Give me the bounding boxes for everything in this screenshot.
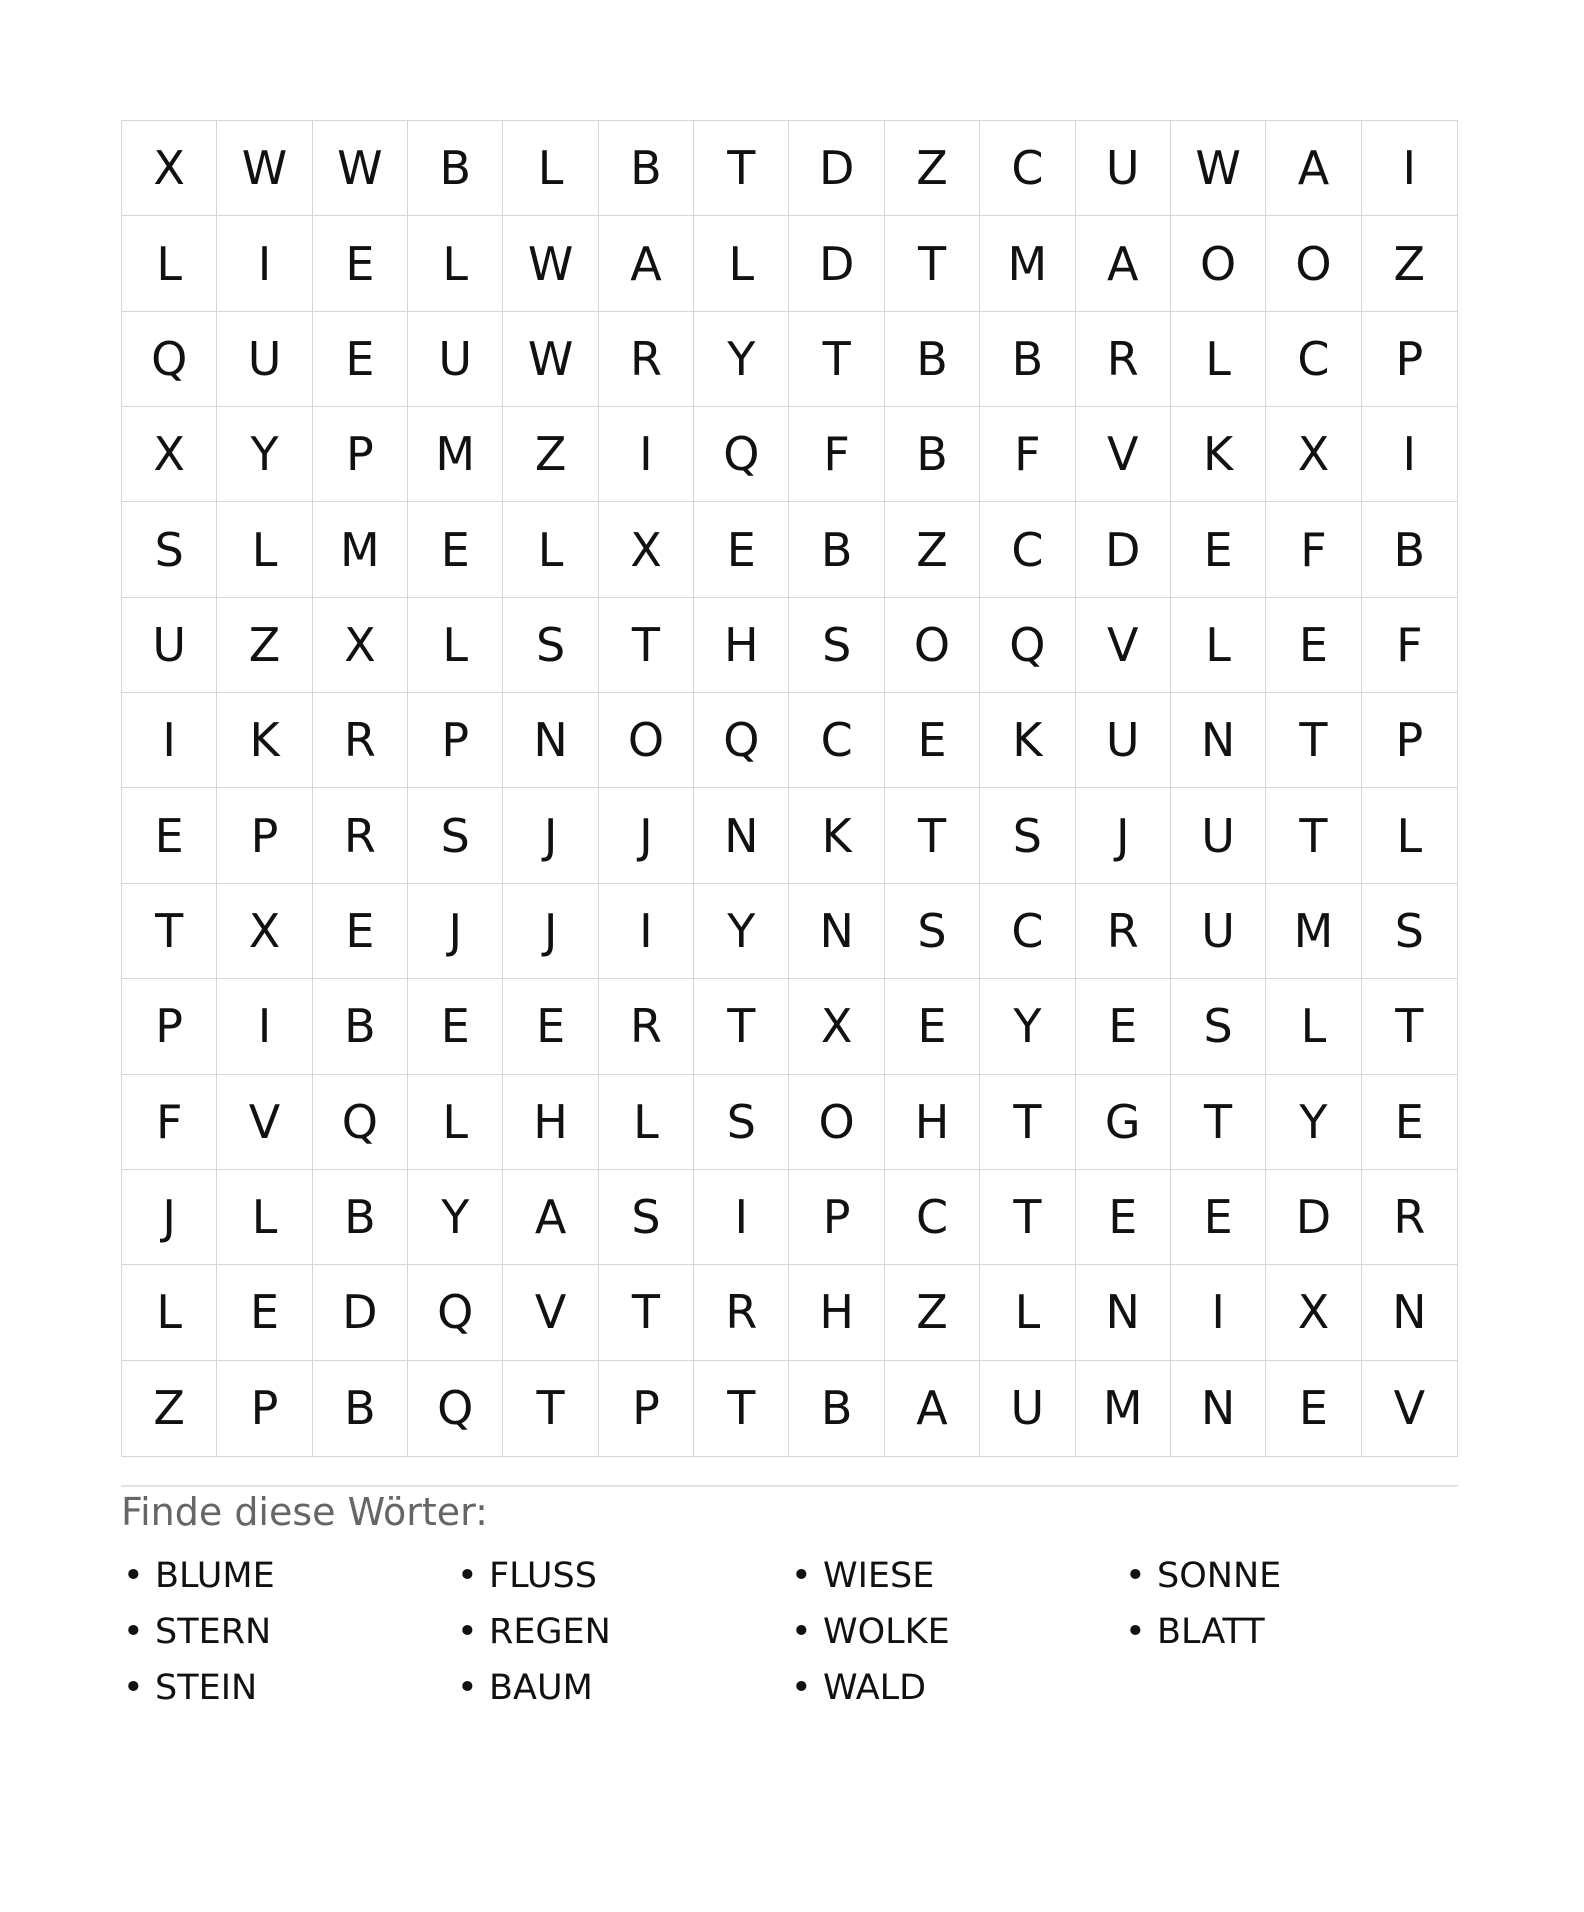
grid-cell[interactable]: F <box>789 407 884 502</box>
grid-cell[interactable]: Y <box>1266 1075 1361 1170</box>
grid-cell[interactable]: X <box>313 598 408 693</box>
grid-cell[interactable]: O <box>599 693 694 788</box>
grid-cell[interactable]: B <box>885 407 980 502</box>
grid-cell[interactable]: A <box>599 216 694 311</box>
grid-cell[interactable]: E <box>503 979 598 1074</box>
grid-cell[interactable]: T <box>694 1361 789 1456</box>
grid-cell[interactable]: P <box>217 1361 312 1456</box>
grid-cell[interactable]: T <box>1362 979 1457 1074</box>
grid-cell[interactable]: E <box>408 502 503 597</box>
grid-cell[interactable]: L <box>980 1265 1075 1360</box>
grid-cell[interactable]: C <box>980 884 1075 979</box>
grid-cell[interactable]: R <box>313 693 408 788</box>
grid-cell[interactable]: N <box>694 788 789 883</box>
grid-cell[interactable]: O <box>885 598 980 693</box>
grid-cell[interactable]: T <box>789 312 884 407</box>
grid-cell[interactable]: J <box>1076 788 1171 883</box>
grid-cell[interactable]: Z <box>217 598 312 693</box>
grid-cell[interactable]: Z <box>503 407 598 502</box>
grid-cell[interactable]: X <box>599 502 694 597</box>
word-list-item <box>789 1604 1123 1660</box>
grid-cell[interactable]: W <box>217 121 312 216</box>
grid-cell[interactable]: B <box>408 121 503 216</box>
grid-cell[interactable]: L <box>217 502 312 597</box>
grid-cell[interactable]: L <box>217 1170 312 1265</box>
grid-cell[interactable]: X <box>217 884 312 979</box>
grid-cell[interactable]: G <box>1076 1075 1171 1170</box>
grid-cell[interactable]: L <box>408 598 503 693</box>
grid-cell[interactable]: M <box>408 407 503 502</box>
grid-cell[interactable]: S <box>503 598 598 693</box>
bullet-icon: • <box>123 1612 144 1652</box>
grid-cell[interactable]: F <box>1266 502 1361 597</box>
grid-cell[interactable]: V <box>217 1075 312 1170</box>
grid-cell[interactable]: J <box>599 788 694 883</box>
grid-cell[interactable]: S <box>885 884 980 979</box>
grid-cell[interactable]: U <box>1076 121 1171 216</box>
divider <box>121 1485 1458 1487</box>
grid-cell[interactable]: E <box>1266 598 1361 693</box>
grid-cell[interactable]: R <box>599 979 694 1074</box>
grid-cell[interactable]: S <box>408 788 503 883</box>
grid-cell[interactable]: U <box>122 598 217 693</box>
grid-cell[interactable]: W <box>503 216 598 311</box>
grid-cell[interactable]: Z <box>885 121 980 216</box>
grid-cell[interactable]: C <box>980 502 1075 597</box>
word-label: BLATT <box>1157 1612 1265 1652</box>
grid-cell[interactable]: D <box>789 121 884 216</box>
bullet-icon: • <box>1125 1556 1146 1596</box>
grid-cell[interactable]: N <box>789 884 884 979</box>
grid-cell[interactable]: E <box>1266 1361 1361 1456</box>
grid-cell[interactable]: L <box>694 216 789 311</box>
grid-cell[interactable]: E <box>1076 979 1171 1074</box>
grid-cell[interactable]: P <box>313 407 408 502</box>
grid-cell[interactable]: S <box>694 1075 789 1170</box>
grid-cell[interactable]: S <box>1171 979 1266 1074</box>
word-label: WIESE <box>823 1556 935 1596</box>
grid-cell[interactable]: F <box>122 1075 217 1170</box>
grid-cell[interactable]: E <box>313 884 408 979</box>
grid-cell[interactable]: A <box>1266 121 1361 216</box>
grid-cell[interactable]: L <box>503 502 598 597</box>
grid-cell[interactable]: O <box>789 1075 884 1170</box>
grid-cell[interactable]: U <box>1076 693 1171 788</box>
grid-cell[interactable]: T <box>503 1361 598 1456</box>
bullet-icon: • <box>791 1556 812 1596</box>
grid-cell[interactable]: Q <box>694 693 789 788</box>
grid-cell[interactable]: A <box>503 1170 598 1265</box>
grid-cell[interactable]: R <box>1076 312 1171 407</box>
grid-cell[interactable]: Y <box>694 884 789 979</box>
grid-cell[interactable]: W <box>313 121 408 216</box>
grid-cell[interactable]: I <box>217 979 312 1074</box>
grid-cell[interactable]: R <box>313 788 408 883</box>
grid-cell[interactable]: E <box>885 979 980 1074</box>
grid-cell[interactable]: B <box>313 1361 408 1456</box>
word-label: REGEN <box>489 1612 611 1652</box>
grid-cell[interactable]: T <box>1171 1075 1266 1170</box>
grid-cell[interactable]: V <box>1076 598 1171 693</box>
word-label: BLUME <box>155 1556 275 1596</box>
grid-cell[interactable]: E <box>885 693 980 788</box>
grid-cell[interactable]: B <box>313 979 408 1074</box>
grid-cell[interactable]: T <box>599 598 694 693</box>
grid-cell[interactable]: I <box>694 1170 789 1265</box>
grid-cell[interactable]: B <box>789 1361 884 1456</box>
grid-cell[interactable]: N <box>1171 693 1266 788</box>
grid-cell[interactable]: I <box>1171 1265 1266 1360</box>
grid-cell[interactable]: L <box>122 1265 217 1360</box>
grid-cell[interactable]: T <box>694 979 789 1074</box>
word-label: STEIN <box>155 1668 258 1708</box>
grid-cell[interactable]: A <box>1076 216 1171 311</box>
word-label: WOLKE <box>823 1612 950 1652</box>
grid-cell[interactable]: Q <box>980 598 1075 693</box>
grid-cell[interactable]: E <box>1171 1170 1266 1265</box>
grid-cell[interactable]: R <box>1076 884 1171 979</box>
grid-cell[interactable]: W <box>1171 121 1266 216</box>
grid-cell[interactable]: E <box>694 502 789 597</box>
grid-cell[interactable]: L <box>1171 312 1266 407</box>
bullet-icon: • <box>123 1668 144 1708</box>
word-list-item <box>121 1604 455 1660</box>
grid-cell[interactable]: N <box>503 693 598 788</box>
grid-cell[interactable]: P <box>599 1361 694 1456</box>
grid-cell[interactable]: B <box>1362 502 1457 597</box>
grid-cell[interactable]: P <box>1362 693 1457 788</box>
word-label: SONNE <box>1157 1556 1282 1596</box>
grid-cell[interactable]: T <box>694 121 789 216</box>
grid-cell[interactable]: Q <box>122 312 217 407</box>
bullet-icon: • <box>1125 1612 1146 1652</box>
grid-cell[interactable]: E <box>1362 1075 1457 1170</box>
grid-cell[interactable]: L <box>408 1075 503 1170</box>
grid-cell[interactable]: U <box>408 312 503 407</box>
grid-cell[interactable]: X <box>122 407 217 502</box>
grid-cell[interactable]: J <box>122 1170 217 1265</box>
grid-cell[interactable]: R <box>1362 1170 1457 1265</box>
grid-cell[interactable]: I <box>599 407 694 502</box>
grid-cell[interactable]: I <box>599 884 694 979</box>
grid-cell[interactable]: T <box>1266 788 1361 883</box>
grid-cell[interactable]: B <box>789 502 884 597</box>
grid-cell[interactable]: O <box>1266 216 1361 311</box>
grid-cell[interactable]: Y <box>694 312 789 407</box>
grid-cell[interactable]: Z <box>1362 216 1457 311</box>
bullet-icon: • <box>457 1612 478 1652</box>
grid-cell[interactable]: C <box>1266 312 1361 407</box>
grid-cell[interactable]: X <box>789 979 884 1074</box>
grid-cell[interactable]: M <box>313 502 408 597</box>
grid-cell[interactable]: V <box>1393 1381 1426 1436</box>
word-list-item <box>455 1604 789 1660</box>
word-list-item <box>121 1548 455 1604</box>
word-list-item <box>789 1660 1123 1716</box>
grid-cell[interactable]: E <box>1171 502 1266 597</box>
grid-cell[interactable]: T <box>599 1265 694 1360</box>
grid-cell[interactable]: R <box>599 312 694 407</box>
grid-cell[interactable]: B <box>313 1170 408 1265</box>
grid-cell[interactable]: E <box>122 788 217 883</box>
grid-cell[interactable]: Q <box>408 1361 503 1456</box>
grid-cell[interactable]: D <box>313 1265 408 1360</box>
bullet-icon: • <box>791 1668 812 1708</box>
grid-cell[interactable]: N <box>1076 1265 1171 1360</box>
grid-cell[interactable]: K <box>217 693 312 788</box>
grid-cell[interactable]: J <box>503 884 598 979</box>
letter-grid <box>121 120 1458 1457</box>
grid-cell[interactable]: D <box>1266 1170 1361 1265</box>
grid-cell[interactable]: U <box>217 312 312 407</box>
word-label: WALD <box>823 1668 927 1708</box>
grid-cell[interactable]: Z <box>885 1265 980 1360</box>
grid-cell[interactable]: E <box>313 312 408 407</box>
grid-cell[interactable]: T <box>885 788 980 883</box>
grid-cell[interactable]: E <box>1076 1170 1171 1265</box>
grid-cell[interactable]: Q <box>408 1265 503 1360</box>
grid-cell[interactable]: I <box>1362 407 1457 502</box>
word-list-item <box>455 1660 789 1716</box>
grid-cell[interactable]: B <box>885 312 980 407</box>
grid-cell[interactable]: L <box>599 1075 694 1170</box>
grid-cell[interactable]: L <box>122 216 217 311</box>
grid-cell[interactable]: T <box>980 1170 1075 1265</box>
grid-cell[interactable]: S <box>599 1170 694 1265</box>
grid-cell[interactable]: B <box>599 121 694 216</box>
grid-cell[interactable]: Y <box>217 407 312 502</box>
grid-cell[interactable]: S <box>980 788 1075 883</box>
grid-cell[interactable]: T <box>1266 693 1361 788</box>
grid-cell[interactable]: I <box>1362 121 1457 216</box>
grid-cell[interactable]: M <box>980 216 1075 311</box>
word-label: BAUM <box>489 1668 593 1708</box>
grid-cell[interactable]: I <box>122 693 217 788</box>
grid-cell[interactable]: L <box>408 216 503 311</box>
bullet-icon: • <box>123 1556 144 1596</box>
grid-cell[interactable]: F <box>980 407 1075 502</box>
grid-cell[interactable]: C <box>980 121 1075 216</box>
grid-cell[interactable]: P <box>408 693 503 788</box>
grid-cell[interactable]: L <box>1171 598 1266 693</box>
grid-cell[interactable]: C <box>789 693 884 788</box>
grid-cell[interactable]: C <box>885 1170 980 1265</box>
grid-cell[interactable]: J <box>408 884 503 979</box>
grid-cell[interactable]: F <box>1362 598 1457 693</box>
grid-cell[interactable]: H <box>694 598 789 693</box>
word-label: STERN <box>155 1612 272 1652</box>
grid-cell[interactable]: I <box>217 216 312 311</box>
word-list-item <box>121 1660 455 1716</box>
bullet-icon: • <box>457 1668 478 1708</box>
word-list-item <box>789 1548 1123 1604</box>
grid-cell[interactable]: M <box>1076 1361 1171 1456</box>
grid-cell[interactable]: N <box>1171 1361 1266 1456</box>
grid-cell[interactable]: U <box>980 1361 1075 1456</box>
grid-cell[interactable]: V <box>1076 407 1171 502</box>
grid-cell[interactable]: V <box>503 1265 598 1360</box>
word-list-heading: Finde diese Wörter: <box>121 1490 488 1534</box>
grid-cell[interactable]: Z <box>122 1361 217 1456</box>
grid-cell[interactable]: S <box>122 502 217 597</box>
grid-cell[interactable]: T <box>980 1075 1075 1170</box>
word-list-item <box>1123 1548 1457 1604</box>
grid-cell[interactable]: P <box>217 788 312 883</box>
grid-cell[interactable]: H <box>789 1265 884 1360</box>
grid-cell[interactable]: H <box>503 1075 598 1170</box>
grid-cell[interactable]: B <box>980 312 1075 407</box>
grid-cell[interactable]: X <box>122 121 217 216</box>
grid-cell[interactable]: K <box>980 693 1075 788</box>
word-list <box>121 1548 1458 1716</box>
grid-cell[interactable]: Y <box>408 1170 503 1265</box>
grid-cell[interactable]: U <box>1171 788 1266 883</box>
grid-cell[interactable]: R <box>694 1265 789 1360</box>
grid-cell[interactable]: U <box>1171 884 1266 979</box>
grid-cell[interactable]: Z <box>885 502 980 597</box>
grid-cell[interactable]: T <box>885 216 980 311</box>
grid-cell[interactable]: W <box>503 312 598 407</box>
word-label: FLUSS <box>489 1556 597 1596</box>
grid-cell[interactable]: E <box>217 1265 312 1360</box>
grid-cell[interactable]: P <box>789 1170 884 1265</box>
grid-cell[interactable]: K <box>1171 407 1266 502</box>
grid-cell[interactable]: X <box>1266 407 1361 502</box>
grid-cell[interactable]: S <box>789 598 884 693</box>
bullet-icon: • <box>791 1612 812 1652</box>
grid-cell[interactable]: J <box>503 788 598 883</box>
grid-cell[interactable]: L <box>503 121 598 216</box>
grid-cell[interactable]: Q <box>694 407 789 502</box>
grid-cell[interactable]: K <box>789 788 884 883</box>
grid-cell[interactable]: D <box>1076 502 1171 597</box>
grid-cell[interactable]: E <box>408 979 503 1074</box>
grid-cell[interactable]: T <box>122 884 217 979</box>
grid-cell[interactable]: S <box>1362 884 1457 979</box>
grid-cell[interactable]: E <box>313 216 408 311</box>
grid-cell[interactable]: L <box>1362 788 1457 883</box>
grid-cell[interactable]: H <box>885 1075 980 1170</box>
grid-cell[interactable]: O <box>1171 216 1266 311</box>
word-list-item <box>455 1548 789 1604</box>
grid-cell[interactable]: P <box>1362 312 1457 407</box>
grid-cell[interactable]: Y <box>980 979 1075 1074</box>
grid-cell[interactable]: D <box>789 216 884 311</box>
grid-cell[interactable]: M <box>1266 884 1361 979</box>
bullet-icon: • <box>457 1556 478 1596</box>
grid-cell[interactable]: A <box>885 1361 980 1456</box>
grid-cell[interactable]: L <box>1266 979 1361 1074</box>
grid-cell[interactable]: P <box>122 979 217 1074</box>
grid-cell[interactable]: N <box>1362 1265 1457 1360</box>
grid-cell[interactable]: Q <box>313 1075 408 1170</box>
word-list-item <box>1123 1604 1457 1660</box>
grid-cell[interactable]: X <box>1266 1265 1361 1360</box>
